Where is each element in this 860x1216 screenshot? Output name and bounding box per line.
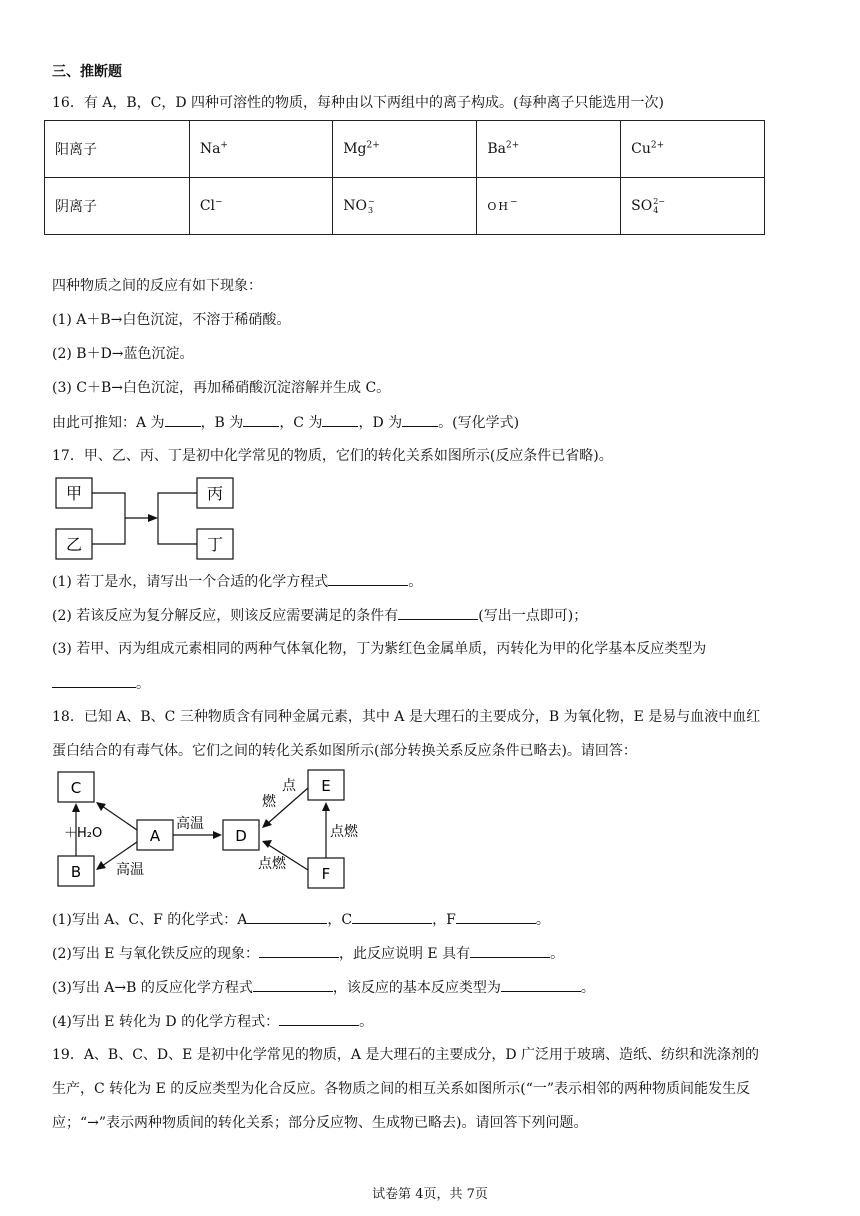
answer-blank[interactable] [352, 909, 432, 924]
q16-observation-2: (2) B＋D→蓝色沉淀。 [52, 346, 194, 362]
cation-cell: $Ba^{2+}$ [477, 121, 621, 178]
label-gaowen-bottom: 高温 [116, 862, 144, 878]
label-ding: 丁 [206, 535, 224, 554]
answer-blank[interactable] [247, 909, 327, 924]
q18-part-4: (4)写出 E 转化为 D 的化学方程式： 。 [52, 1011, 373, 1032]
arrow-head [72, 803, 80, 812]
answer-blank[interactable] [456, 909, 536, 924]
anion-cell: Cl− [189, 178, 332, 235]
section-title: 三、推断题 [52, 64, 122, 80]
connector-left [92, 493, 125, 544]
arrow-head [322, 802, 330, 811]
q16-intro: 四种物质之间的反应有如下现象： [52, 278, 262, 294]
q18-part-2: (2)写出 E 与氧化铁反应的现象： ，此反应说明 E 具有 。 [52, 943, 564, 964]
label-c: C [70, 779, 82, 797]
q18-stem-line-1: 18．已知 A、B、C 三种物质含有同种金属元素，其中 A 是大理石的主要成分，B 为氧化物，E 是易与血液中血红 [52, 709, 761, 725]
ion-table [44, 120, 765, 235]
q17-stem: 17．甲、乙、丙、丁是初中化学常见的物质，它们的转化关系如图所示(反应条件已省略)。 [52, 448, 613, 464]
label-ran: 燃 [262, 794, 276, 810]
arrow-a-to-c [102, 806, 137, 830]
label-e: E [321, 777, 331, 795]
q19-line-3: 应；“→”表示两种物质间的转化关系；部分反应物、生成物已略去)。请回答下列问题。 [52, 1115, 588, 1131]
q17-diagram [50, 472, 250, 564]
cation-label: 阳离子 [45, 121, 190, 178]
label-dianran-right: 点燃 [330, 824, 358, 840]
label-yi: 乙 [65, 535, 83, 554]
label-b: B [70, 863, 82, 881]
answer-blank[interactable] [398, 605, 478, 620]
anion-row [45, 178, 765, 235]
answer-blank[interactable] [328, 571, 408, 586]
label-d: D [235, 827, 247, 845]
label-dianran-f: 点燃 [258, 856, 286, 872]
q17-part-2: (2) 若该反应为复分解反应，则该反应需要满足的条件有 (写出一点即可)； [52, 605, 587, 626]
answer-blank[interactable] [52, 673, 136, 688]
q18-stem-line-2: 蛋白结合的有毒气体。它们之间的转化关系如图所示(部分转换关系反应条件已略去)。请回答： [52, 743, 637, 759]
arrow-head [96, 861, 106, 870]
q18-diagram [50, 766, 360, 896]
arrow-head [148, 514, 158, 522]
answer-blank-c[interactable] [322, 412, 358, 427]
label-f: F [321, 865, 331, 883]
arrow-head [213, 831, 222, 839]
arrow-head [96, 802, 106, 811]
cation-cell: Na+ [189, 121, 332, 178]
label-dian: 点 [282, 778, 296, 794]
cation-cell: $Cu^{2+}$ [621, 121, 765, 178]
q16-stem: 16．有 A，B，C，D 四种可溶性的物质，每种由以下两组中的离子构成。(每种离子只能选用一次) [52, 95, 664, 111]
answer-blank-b[interactable] [243, 412, 279, 427]
q16-observation-3: (3) C＋B→白色沉淀，再加稀硝酸沉淀溶解并生成 C。 [52, 380, 391, 396]
q19-line-1: 19．A、B、C、D、E 是初中化学常见的物质，A 是大理石的主要成分，D 广泛用于玻璃、造纸、纺织和洗涤剂的 [52, 1047, 760, 1063]
answer-blank-a[interactable] [165, 412, 201, 427]
q19-line-2: 生产，C 转化为 E 的反应类型为化合反应。各物质之间的相互关系如图所示(“一”表示相邻的两种物质间能发生反 [52, 1081, 751, 1097]
label-a: A [149, 827, 161, 845]
page-footer: 试卷第 4页，共 7页 [372, 1187, 488, 1202]
anion-cell: SO 2− 4 [621, 178, 765, 235]
answer-blank-d[interactable] [402, 412, 438, 427]
q18-part-1: (1)写出 A、C、F 的化学式：A ，C ，F 。 [52, 909, 550, 930]
q16-observation-1: (1) A＋B→白色沉淀，不溶于稀硝酸。 [52, 312, 291, 328]
answer-blank[interactable] [253, 977, 333, 992]
q17-part-1: (1) 若丁是水，请写出一个合适的化学方程式 。 [52, 571, 422, 592]
connector-right [158, 493, 197, 544]
anion-cell: NO − 3 [333, 178, 477, 235]
answer-blank[interactable] [279, 1011, 359, 1026]
q18-part-3: (3)写出 A→B 的反应化学方程式 ，该反应的基本反应类型为 。 [52, 977, 595, 998]
answer-blank[interactable] [470, 943, 550, 958]
answer-blank[interactable] [501, 977, 581, 992]
anion-cell: OH− [477, 178, 621, 235]
q17-part-3: (3) 若甲、丙为组成元素相同的两种气体氧化物，丁为紫红色金属单质，丙转化为甲的化学基本反应类型为 [52, 641, 707, 657]
anion-label: 阴离子 [45, 178, 190, 235]
answer-blank[interactable] [259, 943, 339, 958]
q17-part-3-answer: 。 [52, 673, 150, 694]
label-gaowen-top: 高温 [176, 816, 204, 832]
cation-row [45, 121, 765, 178]
label-bing: 丙 [206, 484, 224, 503]
cation-cell: $Mg^{2+}$ [333, 121, 477, 178]
q16-conclusion: 由此可推知：A 为 ，B 为 ，C 为 ，D 为 。(写化学式) [52, 412, 519, 433]
label-plus-h2o: ＋H₂O [64, 826, 103, 841]
label-jia: 甲 [65, 484, 83, 503]
